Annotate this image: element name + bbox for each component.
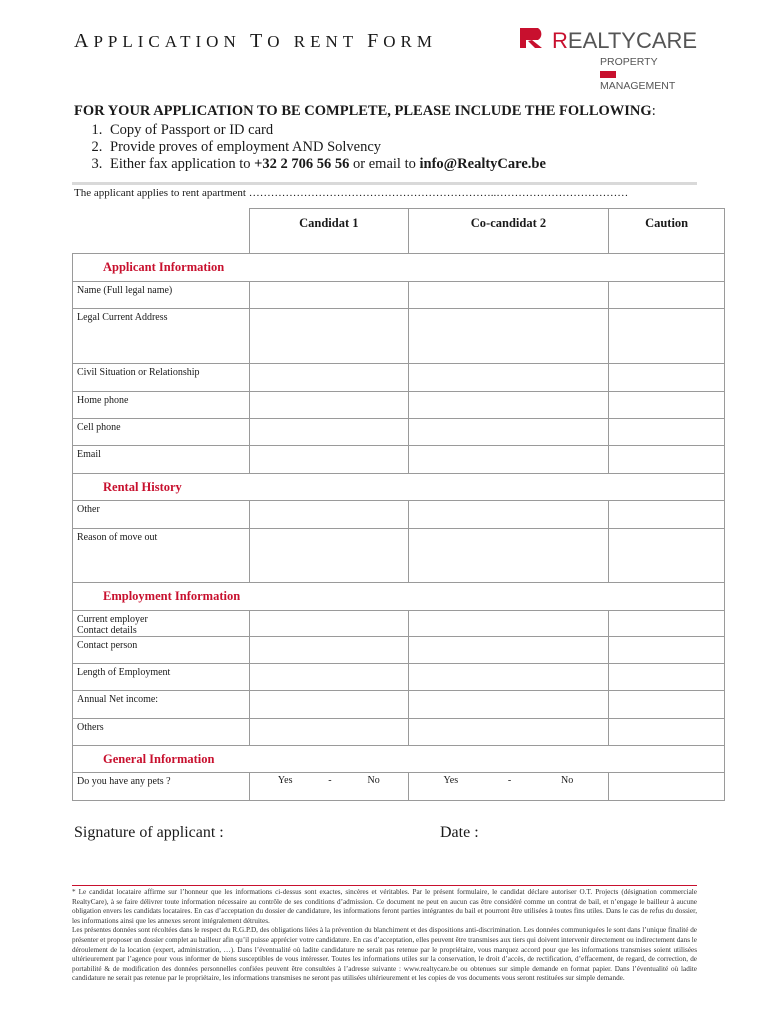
column-caution: Caution bbox=[609, 209, 725, 254]
section-general-information: General Information bbox=[73, 746, 725, 773]
input-reason-c2[interactable] bbox=[408, 529, 609, 583]
input-name-c1[interactable] bbox=[250, 282, 409, 309]
input-cell-phone-c1[interactable] bbox=[250, 419, 409, 446]
input-others-c1[interactable] bbox=[250, 719, 409, 746]
input-employer-c2[interactable] bbox=[408, 611, 609, 637]
input-email-c2[interactable] bbox=[408, 446, 609, 474]
footnote-divider bbox=[72, 885, 697, 886]
section-applicant-information: Applicant Information bbox=[73, 254, 725, 282]
input-other-c1[interactable] bbox=[250, 501, 409, 529]
label-home-phone: Home phone bbox=[73, 392, 250, 419]
signature-label: Signature of applicant : bbox=[74, 824, 224, 841]
instructions-list bbox=[74, 122, 656, 173]
input-home-phone-c1[interactable] bbox=[250, 392, 409, 419]
input-other-c3[interactable] bbox=[609, 501, 725, 529]
input-civil-c1[interactable] bbox=[250, 364, 409, 392]
input-income-c3[interactable] bbox=[609, 691, 725, 719]
label-length: Length of Employment bbox=[73, 664, 250, 691]
input-reason-c1[interactable] bbox=[250, 529, 409, 583]
label-address: Legal Current Address bbox=[73, 309, 250, 364]
input-employer-c1[interactable] bbox=[250, 611, 409, 637]
input-cell-phone-c2[interactable] bbox=[408, 419, 609, 446]
input-address-c1[interactable] bbox=[250, 309, 409, 364]
input-name-c2[interactable] bbox=[408, 282, 609, 309]
footnote-paragraph: * Le candidat locataire affirme sur l’honneur que les informations ci-dessus sont exactes, sincères et véritables. Par le présent formulaire, le candidat déclare autoriser O.T. Projects (désignation commerciale RealtyCare), à se faire délivrer toute information nécessaire au contrôle de ses conditions d’admission. Ce document ne peut en aucun cas être considéré comme un contrat de bail, et n’engage le bailleur à aucune obligation envers les candidats locataires. En cas d’acceptation du dossier de candidature, les informations feront parties intégrantes du bail et pourront être utilisées à toutes fins utiles. Dans le cas de refus du dossier, les informations ainsi que les annexes seront intégralement détruites. bbox=[72, 888, 697, 925]
footnote bbox=[72, 888, 697, 984]
column-co-candidat-2: Co-candidat 2 bbox=[408, 209, 609, 254]
label-cell-phone: Cell phone bbox=[73, 419, 250, 446]
input-name-c3[interactable] bbox=[609, 282, 725, 309]
input-email-c1[interactable] bbox=[250, 446, 409, 474]
pets-choice-c3[interactable] bbox=[609, 773, 725, 801]
label-name: Name (Full legal name) bbox=[73, 282, 250, 309]
instructions bbox=[74, 103, 656, 173]
input-reason-c3[interactable] bbox=[609, 529, 725, 583]
realtycare-logo bbox=[518, 24, 698, 92]
list-item: 2. Provide proves of employment AND Solvency bbox=[106, 139, 656, 156]
realtycare-logo-mark-icon bbox=[518, 24, 550, 50]
label-income: Annual Net income: bbox=[73, 691, 250, 719]
input-address-c2[interactable] bbox=[408, 309, 609, 364]
input-others-c3[interactable] bbox=[609, 719, 725, 746]
input-contact-person-c3[interactable] bbox=[609, 637, 725, 664]
input-cell-phone-c3[interactable] bbox=[609, 419, 725, 446]
yes-option[interactable]: Yes bbox=[277, 775, 293, 786]
yes-option[interactable]: Yes bbox=[443, 775, 459, 786]
logo-bar-icon bbox=[600, 71, 616, 78]
input-civil-c2[interactable] bbox=[408, 364, 609, 392]
input-length-c3[interactable] bbox=[609, 664, 725, 691]
section-employment-information: Employment Information bbox=[73, 583, 725, 611]
input-civil-c3[interactable] bbox=[609, 364, 725, 392]
fax-number: +32 2 706 56 56 bbox=[254, 156, 350, 172]
logo-subtitle: PROPERTY MANAGEMENT bbox=[600, 56, 676, 92]
input-contact-person-c2[interactable] bbox=[408, 637, 609, 664]
input-length-c2[interactable] bbox=[408, 664, 609, 691]
input-other-c2[interactable] bbox=[408, 501, 609, 529]
label-others: Others bbox=[73, 719, 250, 746]
form-title: APPLICATION TO RENT FORM bbox=[74, 30, 437, 52]
application-table bbox=[72, 208, 725, 801]
divider bbox=[72, 182, 697, 185]
date-label: Date : bbox=[440, 824, 479, 841]
section-rental-history: Rental History bbox=[73, 474, 725, 501]
input-email-c3[interactable] bbox=[609, 446, 725, 474]
label-contact-person: Contact person bbox=[73, 637, 250, 664]
input-home-phone-c2[interactable] bbox=[408, 392, 609, 419]
column-candidat-1: Candidat 1 bbox=[250, 209, 409, 254]
label-email: Email bbox=[73, 446, 250, 474]
input-length-c1[interactable] bbox=[250, 664, 409, 691]
pets-choice-c2[interactable]: Yes - No bbox=[408, 773, 609, 801]
input-home-phone-c3[interactable] bbox=[609, 392, 725, 419]
apartment-field[interactable]: The applicant applies to rent apartment …………………………………………………………..……………………………… bbox=[74, 187, 629, 199]
list-item: 3. Either fax application to +32 2 706 56 56 or email to info@RealtyCare.be bbox=[106, 156, 656, 173]
no-option[interactable]: No bbox=[367, 775, 380, 786]
label-pets: Do you have any pets ? bbox=[73, 773, 250, 801]
label-employer: Current employer Contact details bbox=[73, 611, 250, 637]
input-income-c2[interactable] bbox=[408, 691, 609, 719]
logo-wordmark: REALTYCARE bbox=[552, 28, 698, 53]
label-other: Other bbox=[73, 501, 250, 529]
email-link[interactable]: info@RealtyCare.be bbox=[419, 156, 546, 172]
footnote-paragraph: Les présentes données sont récoltées dans le respect du R.G.P.D, des obligations liées à la prévention du blanchiment et des dispositions anti-discrimination. Les données communiquées le sont dans l’unique finalité de présenter et proposer un dossier complet au bailleur afin qu’il puisse apprécier votre candidature. En cas d’acceptation, elles peuvent être transmises aux tiers qui doivent intervenir directement ou indirectement dans le déroulement de la location (expert, administration, …). Dans l’éventualité où ladite candidature ne serait pas retenue par le propriétaire, vous marquez accord pour que les informations transmises soient utilisées ultérieurement par l’agence pour vous informer de biens susceptibles de vous intéresser. Toutes les informations utiles sur la conservation, le droit d’accès, de rectification, d’effacement, de regard, de correction, de portabilité & de modification des données personnelles confiées peuvent être consultées à l’adresse suivante : www.realtycare.be ou obtenues sur simple demande en format papier. Dans l’éventualité où ladite candidature ne serait pas retenue par le propriétaire, les informations transmises ne seront pas utilisées ultérieurement et les copies de vos documents vous seront restituées sur simple demande. bbox=[72, 926, 697, 983]
input-others-c2[interactable] bbox=[408, 719, 609, 746]
instructions-heading: FOR YOUR APPLICATION TO BE COMPLETE, PLEASE INCLUDE THE FOLLOWING: bbox=[74, 103, 656, 119]
input-contact-person-c1[interactable] bbox=[250, 637, 409, 664]
input-income-c1[interactable] bbox=[250, 691, 409, 719]
input-address-c3[interactable] bbox=[609, 309, 725, 364]
label-reason: Reason of move out bbox=[73, 529, 250, 583]
input-employer-c3[interactable] bbox=[609, 611, 725, 637]
pets-choice-c1[interactable]: Yes - No bbox=[250, 773, 409, 801]
label-civil: Civil Situation or Relationship bbox=[73, 364, 250, 392]
list-item: 1. Copy of Passport or ID card bbox=[106, 122, 656, 139]
no-option[interactable]: No bbox=[561, 775, 574, 786]
